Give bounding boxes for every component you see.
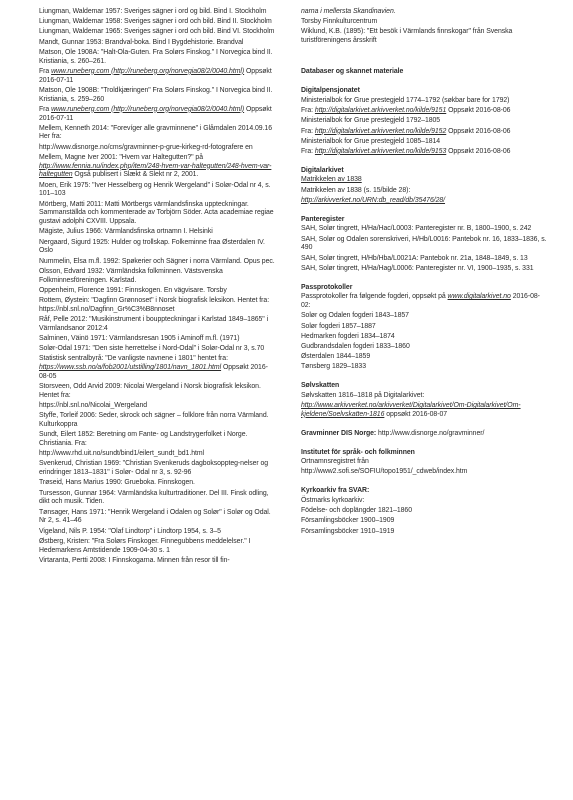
section-title — [301, 449, 547, 458]
entry-text-suffix: Oppsøkt 2016-07-11 — [39, 67, 272, 84]
entry-text-suffix: 2016-08-02: — [301, 293, 540, 310]
database-section — [301, 284, 547, 373]
entry-text: Wiklund, K.B. (1895): "Ett besök i Värmlands finnskogar" från Svenska turistföreningens årsskrift — [301, 28, 513, 45]
entry-text-suffix: Oppsøkt 2016-07-11 — [39, 105, 272, 122]
bibliography-entry — [39, 538, 277, 556]
database-section — [301, 449, 547, 478]
entry-text: SAH, Solør tingrett, H/Ha/Hac/L0003: Panteregister nr. B, 1800–1900, s. 242 — [301, 225, 532, 233]
entry-text: https://nbl.snl.no/Nicolai_Wergeland — [39, 402, 148, 410]
section-row — [301, 517, 547, 526]
entry-text: Tønsberg 1829–1833 — [301, 363, 366, 371]
bibliography-entry — [39, 460, 277, 478]
bibliography-entry — [39, 509, 277, 527]
bibliography-entry — [39, 268, 277, 286]
entry-text: Mandt, Gunnar 1953: Brandval-boka. Bind I Bygdehistorie. Brandval — [39, 38, 244, 46]
section-title-text: Digitalarkivet — [301, 166, 344, 174]
section-link[interactable]: http://www.disnorge.no/gravminner/ — [378, 429, 485, 437]
entry-text: Storsveen, Odd Arvid 2009: Nicolai Wergeland i Norsk biografisk leksikon. Hentet fra: — [39, 383, 261, 399]
references-left-column — [39, 8, 277, 567]
bibliography-entry — [39, 528, 277, 537]
bibliography-entry — [39, 557, 277, 566]
section-row — [301, 323, 547, 332]
bibliography-entry — [39, 287, 277, 296]
section-heading-databases: Databaser og skannet materiale — [301, 68, 404, 76]
reference-link[interactable]: www.digitalarkivet.no — [447, 293, 511, 301]
section-row — [301, 392, 547, 401]
entry-text-suffix: Oppsøkt 2016-08-06 — [446, 127, 511, 135]
section-row — [301, 497, 547, 506]
database-sections — [301, 87, 547, 536]
section-title-text: Panteregister — [301, 215, 345, 223]
reference-link[interactable]: http://digitalarkivet.arkivverket.no/kilde/9153 — [314, 147, 447, 155]
reference-link[interactable]: http://www.fennia.nu/index.php/item/248-hvem-var-haltegutten/248-hvem-var-haltegutten — [39, 162, 272, 179]
entry-text: Torsby Finnkulturcentrum — [301, 18, 378, 26]
section-row — [301, 197, 547, 206]
bibliography-entry — [39, 228, 277, 237]
bibliography-entry — [39, 383, 277, 401]
bibliography-entry — [39, 49, 277, 67]
entry-text-suffix: Oppsøkt 2016-08-05 — [39, 364, 268, 380]
bibliography-entry — [39, 154, 277, 180]
entry-text: Östmarks kyrkoarkiv: — [301, 497, 365, 505]
bibliography-entry — [39, 335, 277, 344]
section-row — [301, 128, 547, 137]
entry-text: Styffe, Torleif 2006: Seder, skrock och sägner – folklore från norra Värmland. Kulturkoppra — [39, 412, 269, 429]
reference-link[interactable]: www.runeberg.com (http://runeberg.org/norvegia08/2/0040.html) — [51, 105, 245, 113]
section-title-text: Gravminner DIS Norge: — [301, 429, 377, 437]
section-row — [301, 458, 547, 467]
entry-text: http://www.rhd.uit.no/sundt/bind1/eilert_sundt_bd1.html — [39, 450, 205, 458]
reference-link[interactable]: http://digitalarkivet.arkivverket.no/kilde/9151 — [314, 107, 447, 115]
entry-text: Nergaard, Sigurd 1925: Hulder og trollskap. Folkeminne fraa Østerdalen IV. Oslo — [39, 238, 265, 255]
section-title-text: Sølvskatten — [301, 382, 340, 390]
section-title — [301, 284, 547, 293]
section-row — [301, 333, 547, 342]
section-row — [301, 312, 547, 321]
bibliography-entry — [301, 18, 547, 27]
entry-text: Rottem, Øystein: "Dagfinn Grønnoset" i Norsk biografisk leksikon. Hentet fra: https://nbl.snl.no/Dagfinn_Gr%C3%B8nnoset — [39, 296, 270, 313]
entry-text: Födelse- och doplängder 1821–1860 — [301, 507, 412, 515]
entry-text: Mellem, Magne Iver 2001: "Hvem var Haltegutten?" på — [39, 153, 203, 161]
section-row — [301, 117, 547, 126]
entry-text: Matson, Ole 1908A: "Halt-Ola-Guten. Fra Solørs Finskog." I Norvegica bind II. Kristiania, s. 260–261. — [39, 48, 273, 65]
entry-text-suffix: Oppsøkt 2016-08-06 — [446, 147, 511, 155]
database-section — [301, 487, 547, 536]
bibliography-entry — [39, 402, 277, 411]
section-row — [301, 138, 547, 147]
entry-text: Fra: — [301, 107, 315, 115]
reference-link[interactable]: http://www.arkivverket.no/arkivverket/Digitalarkivet/Om-Digitalarkivet/Om-kjeldene/Soelvskatten-1816 — [301, 402, 521, 418]
entry-text-suffix: Også publisert i Slækt & Slekt nr 2, 2001. — [72, 171, 199, 179]
entry-text: Råf, Pelle 2012: "Musikinstrument i bouppteckningar i Karlstad 1849–1865" i Värmlandsanor 2012:4 — [39, 315, 269, 332]
bibliography-entry — [39, 345, 277, 354]
section-row — [301, 265, 547, 274]
database-section — [301, 216, 547, 274]
section-row — [301, 468, 547, 477]
entry-text: Fra: — [301, 127, 315, 135]
entry-text: Sundt, Eilert 1852: Beretning om Fante- og Landstrygerfolket i Norge. Christiania. Fra: — [39, 431, 248, 448]
bibliography-entry — [39, 125, 277, 143]
database-section — [301, 167, 547, 206]
database-section — [301, 382, 547, 420]
section-title-text: Institutet för språk- och folkminnen — [301, 448, 415, 456]
section-row — [301, 402, 547, 420]
entry-text: Passprotokoller fra følgende fogderi, oppsøkt på — [301, 293, 448, 301]
entry-text: Solør og Odalen fogderi 1843–1857 — [301, 312, 409, 320]
entry-text-suffix: oppsøkt 2016-08-07 — [384, 410, 448, 418]
reference-link[interactable]: http://arkivverket.no/URN:db_read/db/35476/28/ — [301, 196, 446, 204]
entry-text: Svenkerud, Christian 1969: "Christian Svenkeruds dagboksoppteg-nelser og erindringer 1813–1831" i Solør- Odal nr 3, s. 92-96 — [39, 460, 269, 477]
bibliography-entry — [39, 39, 277, 48]
bibliography-entry — [39, 490, 277, 508]
entry-text: Nummelin, Elsa m.fl. 1992: Spøkerier och Sägner i norra Värmland. Opus pec. — [39, 257, 275, 265]
bibliography-entry — [39, 239, 277, 257]
entry-text: Statistisk sentralbyrå: "De vanligste navnene i 1801" hentet fra: — [39, 355, 228, 363]
bibliography-entry — [39, 258, 277, 267]
bibliography-entry — [39, 431, 277, 449]
section-row — [301, 97, 547, 106]
entry-text: SAH, Solør og Odalen sorenskriveri, H/Hb/L0016: Pantebok nr. 16, 1833–1836, s. 490 — [301, 235, 547, 252]
entry-text: Ministerialbok for Grue prestegjeld 1085–1814 — [301, 137, 441, 145]
section-title — [301, 216, 547, 225]
entry-text: Församlingsböcker 1900–1909 — [301, 517, 395, 525]
entry-text: Solør-Odal 1971: "Den siste herrettelse i Nord-Odal" i Solør-Odal nr 3, s.70 — [39, 345, 265, 353]
entry-text-suffix: Oppsøkt 2016-08-06 — [446, 107, 511, 115]
bibliography-entry — [39, 18, 277, 27]
entry-text: Tønsager, Hans 1971: "Henrik Wergeland i Odalen og Solør" i Solør og Odal. Nr 2, s. 41–46 — [39, 508, 271, 525]
reference-link[interactable]: www.runeberg.com (http://runeberg.org/norvegia08/2/0040.html) — [51, 67, 245, 75]
entry-text: Ortnamnsregistret från — [301, 458, 369, 466]
section-title — [301, 87, 547, 96]
entry-text: Mellem, Kenneth 2014: "Forevíger alle gravminnene" i Glåmdalen 2014.09.16 Her fra: — [39, 124, 272, 141]
section-row — [301, 236, 547, 254]
section-row — [301, 528, 547, 537]
entry-text: Olsson, Edvard 1932: Värmländska folkminnen. Västsvenska Folkminnesföreningen. Karlstad. — [39, 267, 223, 284]
section-row — [301, 187, 547, 196]
bibliography-entry — [39, 182, 277, 200]
section-row — [301, 293, 547, 311]
bibliography-entry — [39, 87, 277, 105]
entry-text: Matrikkelen av 1838 (s. 15/bilde 28): — [301, 186, 411, 194]
entry-text: Sølvskatten 1816–1818 på Digitalarkivet: — [301, 391, 425, 399]
entry-text: Oppenheim, Florence 1991: Finnskogen. En vägvisare. Torsby — [39, 286, 227, 294]
section-title-text: Kyrkoarkiv fra SVAR: — [301, 487, 370, 495]
entry-text: narna i mellersta Skandinavien. — [301, 8, 396, 15]
entry-text: Ministerialbok for Grue prestegjeld 1774–1792 (søkbar bare for 1792) — [301, 96, 510, 104]
section-title-text: Passprotokoller — [301, 283, 353, 291]
bibliography-entry — [39, 412, 277, 430]
section-row — [301, 507, 547, 516]
entry-text: Østerdalen 1844–1859 — [301, 353, 371, 361]
entry-text: http://www2.sofi.se/SOFIU/topo1951/_cdweb/index.htm — [301, 468, 468, 476]
references-continued — [301, 8, 547, 46]
entry-text: SAH, Solør tingrett, H/Ha/Hag/L0006: Panteregister nr. VI, 1900–1935, s. 331 — [301, 264, 534, 272]
entry-text: Mägiste, Julius 1966: Värmlandsfinska ortnamn I. Helsinki — [39, 228, 213, 236]
entry-text: Tursesson, Gunnar 1964: Värmländska kulturtraditioner. Del III. Finsk odling, dikt och musik. Tiden. — [39, 489, 269, 506]
section-row — [301, 363, 547, 372]
entry-text: Liungman, Waldemar 1965: Sveriges sägner i ord och bild. Bind VI. Stockholm — [39, 28, 275, 36]
section-row — [301, 343, 547, 352]
entry-text: Østberg, Kristen: "Fra Solørs Finskoger. Finnegubbens meddelelser." I Hedemarkens Amtstidende 1909-04-30 s. 1 — [39, 537, 251, 554]
bibliography-entry — [301, 28, 547, 46]
entry-text: Gudbrandsdalen fogderi 1833–1860 — [301, 342, 410, 350]
entry-text: Virtaranta, Pertti 2008: I Finnskogarna. Minnen från resor till fin- — [39, 556, 230, 564]
bibliography-entry — [39, 144, 277, 153]
references-right-column — [301, 8, 547, 538]
entry-text: Moen, Erik 1975: "Iver Hesselberg og Henrik Wergeland" i Solør-Odal nr 4, s. 101–103 — [39, 181, 271, 198]
entry-text: Solør fogderi 1857–1887 — [301, 322, 376, 330]
reference-link[interactable]: https://www.ssb.no/a/fob2001/utstilling/1801/navn_1801.html — [39, 364, 222, 372]
section-title-text: Digitalpensjonatet — [301, 87, 360, 95]
entry-text: Församlingsböcker 1910–1919 — [301, 527, 395, 535]
bibliography-entry — [39, 450, 277, 459]
section-row — [301, 225, 547, 234]
section-title — [301, 487, 547, 496]
entry-text: Fra — [39, 105, 52, 113]
section-title — [301, 430, 547, 439]
entry-text: Liungman, Waldemar 1957: Sveriges sägner i ord og bild. Bind I. Stockholm — [39, 8, 267, 15]
bibliography-entry — [39, 68, 277, 86]
bibliography-entry — [39, 316, 277, 334]
entry-text: Vigeland, Nils P. 1954: "Olaf Lindtorp" i Lindtorp 1954, s. 3–5 — [39, 527, 221, 535]
entry-text: Liungman, Waldemar 1958: Sveriges sägner i ord och bild. Bind II. Stockholm — [39, 18, 272, 26]
entry-text: Fra — [39, 67, 52, 75]
entry-text: SAH, Solør tingrett, H/Hb/Hba/L0021A: Pantebok nr. 21a, 1848–1849, s. 13 — [301, 254, 528, 262]
bibliography-entry — [39, 297, 277, 315]
section-row — [301, 255, 547, 264]
bibliography-entry — [39, 201, 277, 227]
bibliography-entry — [39, 355, 277, 381]
bibliography-entry — [301, 8, 547, 17]
entry-text: Trøseid, Hans Marius 1990: Grueboka. Finnskogen. — [39, 479, 195, 487]
entry-text: Mörtberg, Matti 2011: Matti Mörtbergs värmlandsfinska uppteckningar. Sammanställda och kommenterade av Torbjörn Söder. Acta academiae regiae gustavi adolphi CXVIII. Uppsala. — [39, 200, 274, 226]
section-row — [301, 176, 547, 185]
bibliography-entry — [39, 479, 277, 488]
bibliography-entry — [39, 28, 277, 37]
entry-text: Matson, Ole 1908B: "Troldkjæringen" Fra Solørs Finskog." I Norvegica bind II. Kristiania, s. 259–260 — [39, 86, 273, 103]
section-title — [301, 382, 547, 391]
database-section — [301, 430, 547, 439]
section-row — [301, 353, 547, 362]
section-row — [301, 148, 547, 157]
entry-text: Ministerialbok for Grue prestegjeld 1792–1805 — [301, 117, 441, 125]
bibliography-entry — [39, 106, 277, 124]
bibliography-entry — [39, 8, 277, 17]
section-row — [301, 107, 547, 116]
entry-text: Fra: — [301, 147, 315, 155]
entry-text: http://www.disnorge.no/cms/gravminner-p-grue-kirkeg-rd-fotografere en — [39, 143, 253, 151]
reference-link[interactable]: Matrikkelen av 1838 — [301, 176, 362, 184]
entry-text: Hedmarken fogderi 1834–1874 — [301, 332, 395, 340]
entry-text: Salminen, Väinö 1971: Värmlandsresan 1905 i Aminoff m.fl. (1971) — [39, 334, 240, 342]
reference-link[interactable]: http://digitalarkivet.arkivverket.no/kilde/9152 — [314, 127, 447, 135]
database-section — [301, 87, 547, 157]
section-title — [301, 167, 547, 176]
